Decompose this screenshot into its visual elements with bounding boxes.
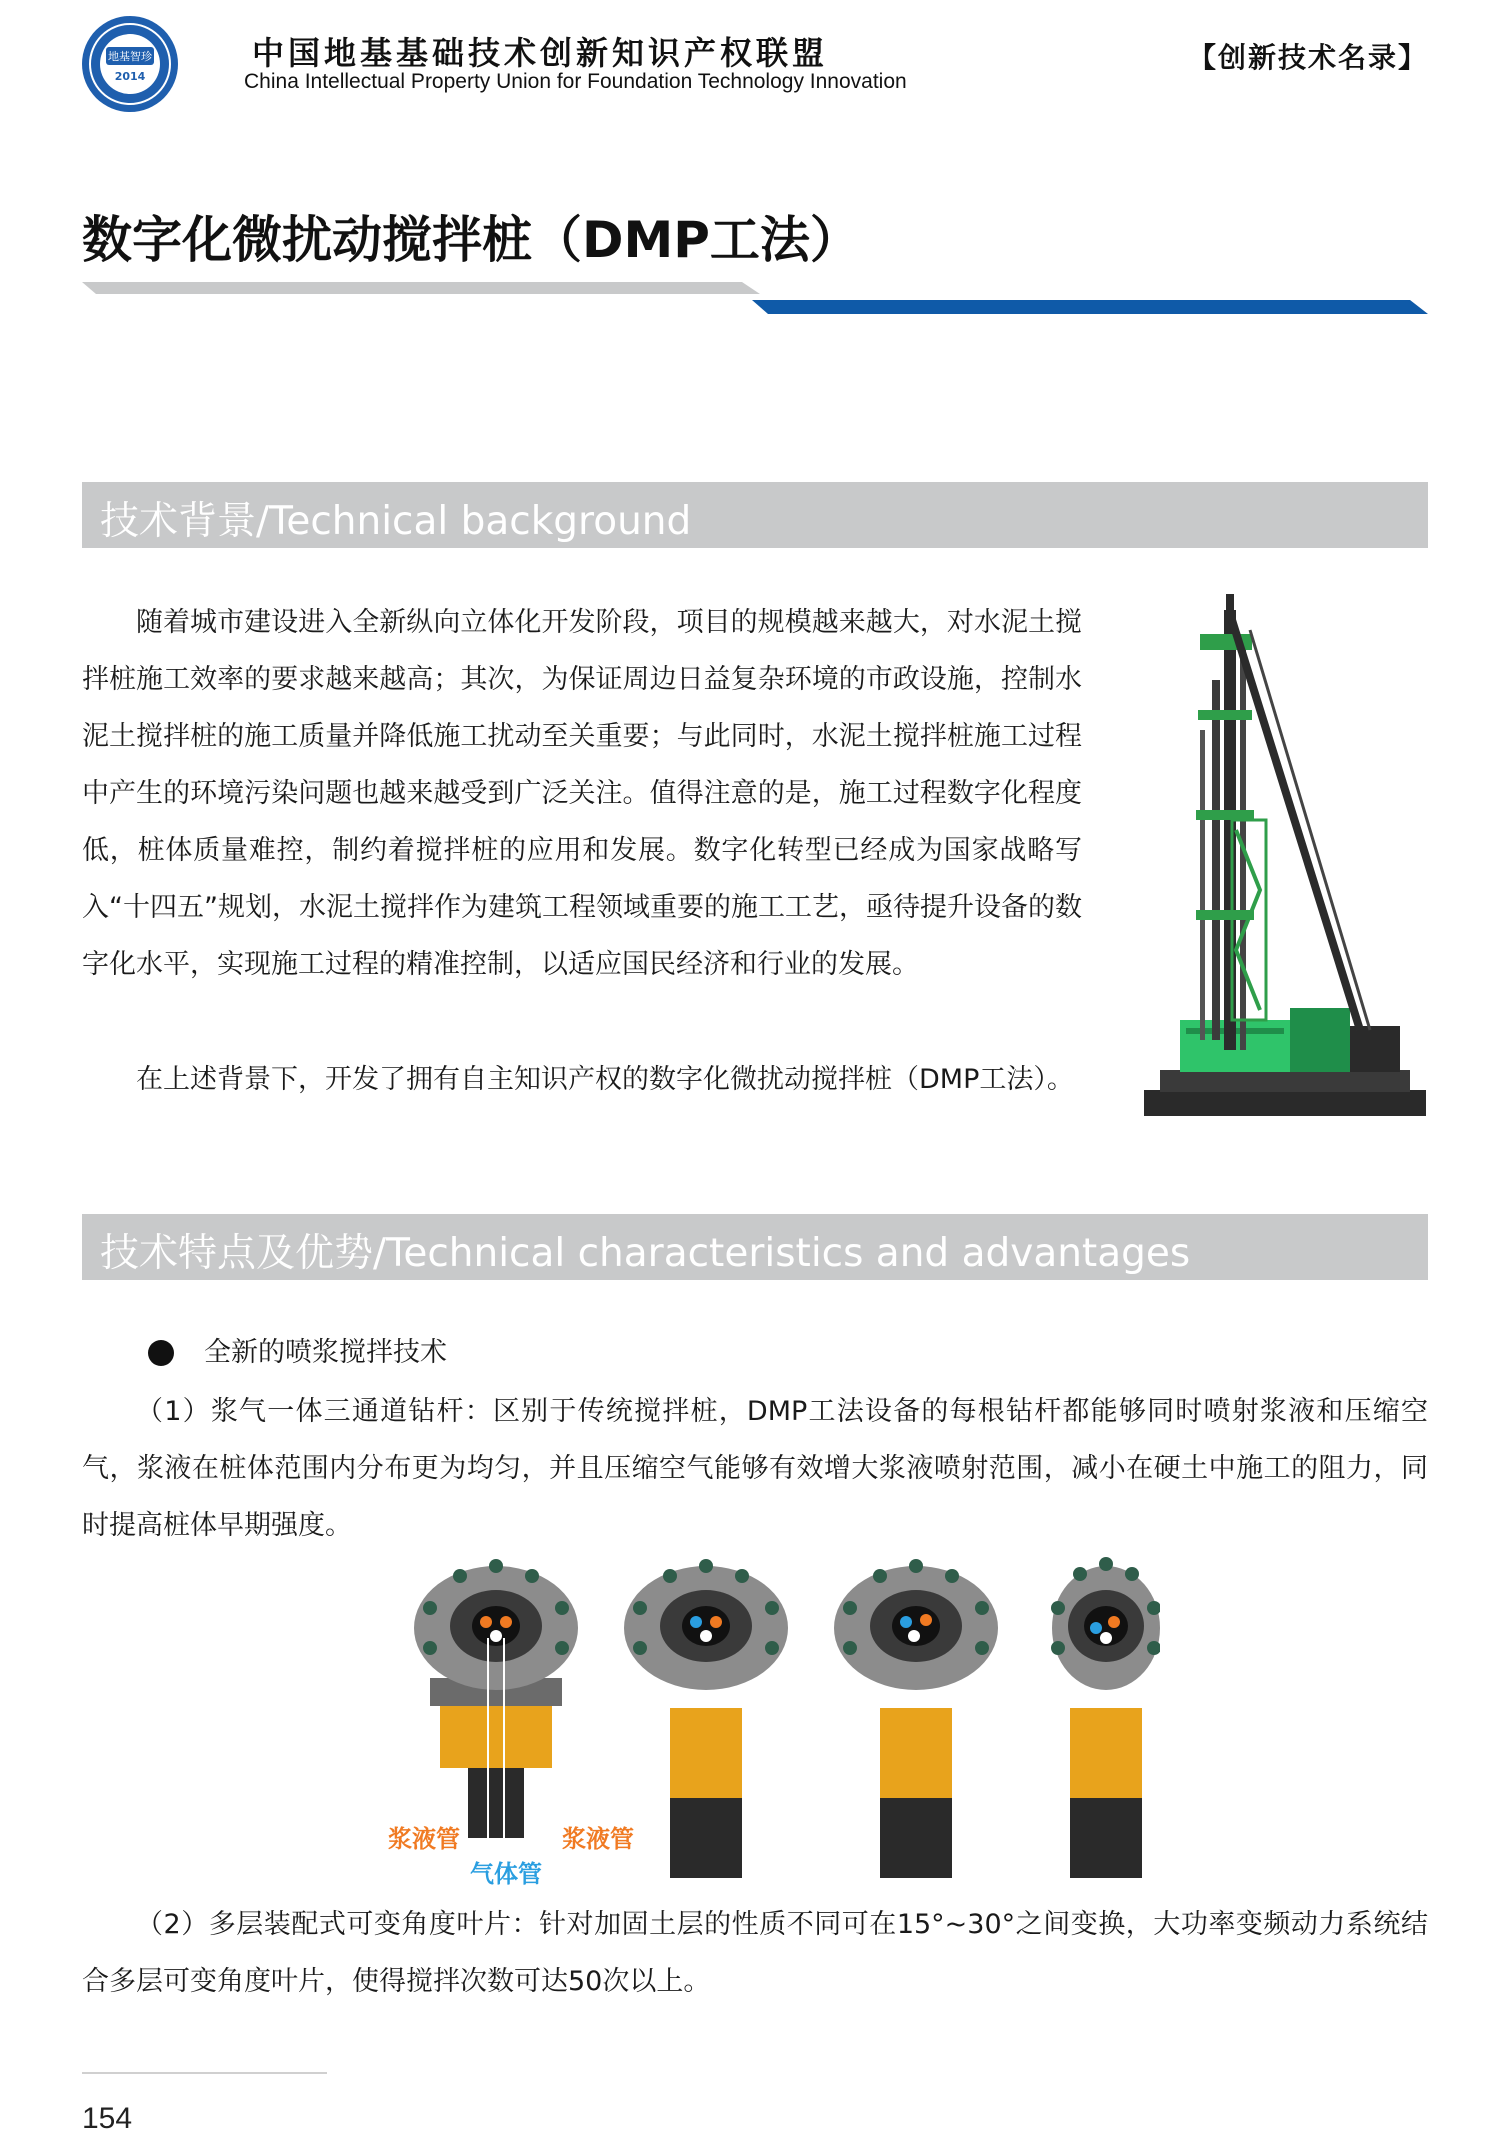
page-number: 154: [82, 2102, 133, 2135]
catalog-tag: 【创新技术名录】: [1188, 41, 1429, 74]
label-slurry-pipe-left: 浆液管: [388, 1825, 460, 1853]
org-name-en: China Intellectual Property Union for Foundation Technology Innovation: [244, 70, 907, 93]
background-paragraph-2: 在上述背景下，开发了拥有自主知识产权的数字化微扰动搅拌桩（DMP工法）。: [136, 1064, 1074, 1095]
feature-item-1: （1）浆气一体三通道钻杆：区别于传统搅拌桩，DMP工法设备的每根钻杆都能够同时喷射浆液和压缩空气，浆液在桩体范围内分布更为均匀，并且压缩空气能够有效增大浆液喷射范围，减小在硬土中施工的阻力，同时提高桩体早期强度。: [82, 1396, 1428, 1541]
drill-bit-3: [834, 1566, 998, 1878]
logo-year: 2014: [114, 70, 146, 83]
svg-text:地基智珍: 地基智珍: [108, 50, 152, 63]
background-paragraph-1: 随着城市建设进入全新纵向立体化开发阶段，项目的规模越来越大，对水泥土搅拌桩施工效率的要求越来越高；其次，为保证周边日益复杂环境的市政设施，控制水泥土搅拌桩的施工质量并降低施工扰动至关重要；与此同时，水泥土搅拌桩施工过程中产生的环境污染问题也越来越受到广泛关注。值得注意的是，施工过程数字化程度低，桩体质量难控，制约着搅拌桩的应用和发展。数字化转型已经成为国家战略写入“十四五”规划，水泥土搅拌作为建筑工程领域重要的施工工艺，亟待提升设备的数字化水平，实现施工过程的精准控制，以适应国民经济和行业的发展。: [82, 607, 1082, 980]
section-heading-features: [82, 1214, 1428, 1280]
union-logo: [80, 14, 180, 114]
drill-bits-figure: [380, 1548, 1160, 1888]
pile-rig-image: [1140, 590, 1430, 1140]
feature-item-2: （2）多层装配式可变角度叶片：针对加固土层的性质不同可在15°~30°之间变换，大功率变频动力系统结合多层可变角度叶片，使得搅拌次数可达50次以上。: [82, 1909, 1428, 1997]
org-name-cn: 中国地基基础技术创新知识产权联盟: [252, 34, 829, 72]
section-heading-features-text: 技术特点及优势/Technical characteristics and advantages: [100, 1231, 1191, 1276]
page-title: 数字化微扰动搅拌桩（DMP工法）: [82, 211, 860, 269]
footer-rule: [82, 2072, 327, 2074]
section-heading-background: [82, 482, 1428, 548]
drill-bit-4: [1052, 1566, 1160, 1878]
label-gas-pipe: 气体管: [470, 1860, 542, 1888]
label-slurry-pipe-right: 浆液管: [562, 1825, 634, 1853]
feature-bullet: 全新的喷浆搅拌技术: [204, 1337, 447, 1368]
section-heading-background-text: 技术背景/Technical background: [100, 499, 692, 544]
drill-bit-2: [624, 1566, 788, 1878]
title-underline-bars: [82, 282, 1428, 318]
bullet-icon: [148, 1340, 174, 1366]
